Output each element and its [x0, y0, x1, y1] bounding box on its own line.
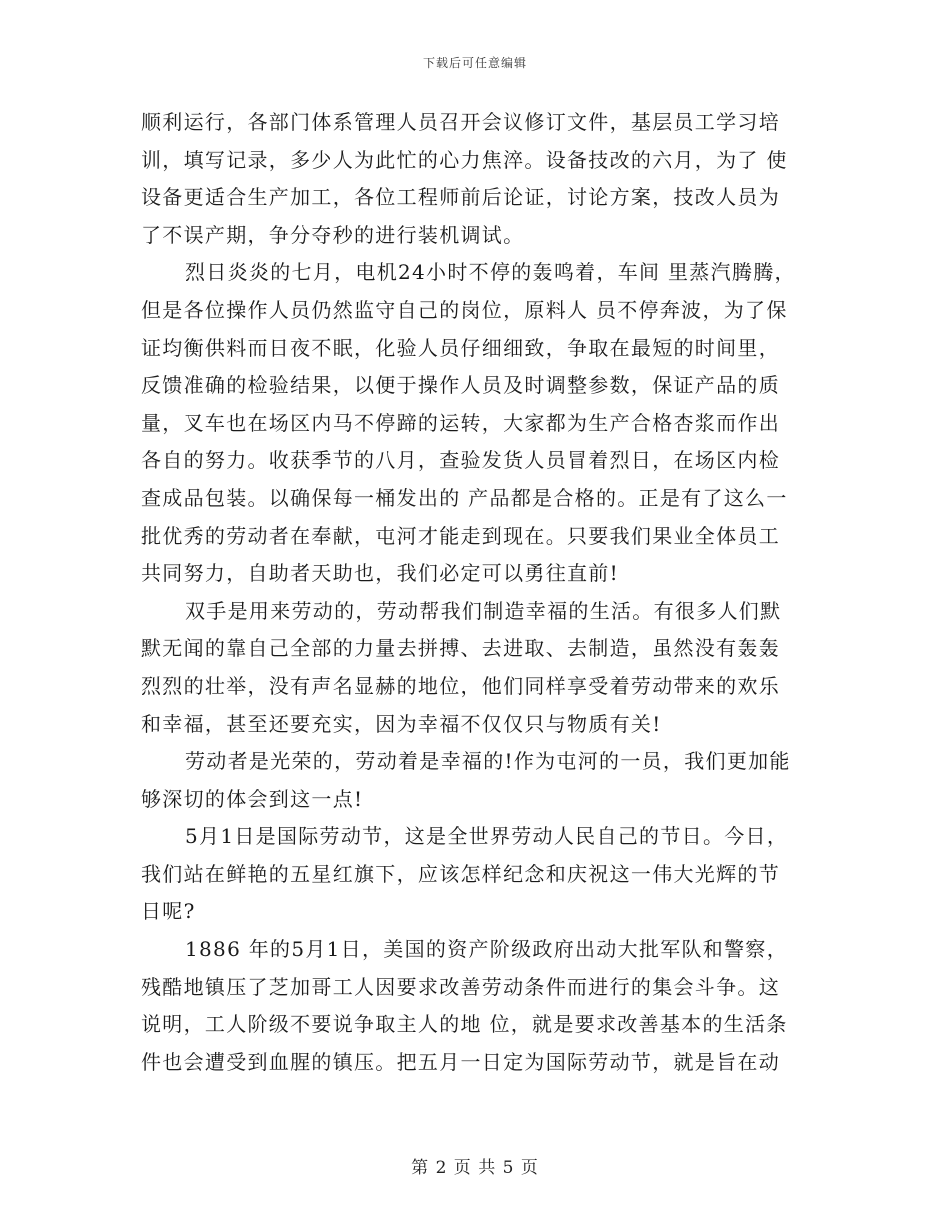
- text-line: 说明，工人阶级不要说争取主人的地 位，就是要求改善基本的生活条: [141, 1012, 788, 1037]
- paragraph-4: [141, 743, 809, 818]
- text-line: 各自的努力。收获季节的八月，查验发货人员冒着烈日，在场区内检: [141, 448, 780, 473]
- text-line: 证均衡供料而日夜不眠，化验人员仔细细致，争取在最短的时间里，: [141, 335, 780, 360]
- text-line: 我们站在鲜艳的五星红旗下，应该怎样纪念和庆祝这一伟大光辉的节: [141, 861, 780, 886]
- text-line: 量，叉车也在场区内马不停蹄的运转，大家都为生产合格杏浆而作出: [141, 410, 780, 435]
- text-line: 件也会遭受到血腥的镇压。把五月一日定为国际劳动节，就是旨在动: [141, 1049, 780, 1074]
- text-line: 反馈准确的检验结果，以便于操作人员及时调整参数，保证产品的质: [141, 373, 780, 398]
- text-line: 烈日炎炎的七月，电机24小时不停的轰鸣着，车间 里蒸汽腾腾，: [185, 260, 796, 285]
- text-line: 查成品包装。以确保每一桶发出的 产品都是合格的。正是有了这么一: [141, 485, 788, 510]
- text-line: 烈烈的壮举，没有声名显赫的地位，他们同样享受着劳动带来的欢乐: [141, 673, 780, 698]
- text-line: 5月1日是国际劳动节，这是全世界劳动人民自己的节日。今日，: [185, 824, 789, 849]
- text-line: 1886 年的5月1日，美国的资产阶级政府出动大批军队和警察，: [185, 937, 789, 962]
- text-line: 设备更适合生产加工，各位工程师前后论证，讨论方案，技改人员为: [141, 185, 780, 210]
- text-line: 默无闻的靠自己全部的力量去拼搏、去进取、去制造，虽然没有轰轰: [141, 636, 780, 661]
- text-line: 共同努力，自助者天助也，我们必定可以勇往直前!: [141, 561, 619, 586]
- document-body: [141, 104, 809, 1081]
- page-header: 下载后可任意编辑: [422, 56, 527, 70]
- text-line: 残酷地镇压了芝加哥工人因要求改善劳动条件而进行的集会斗争。这: [141, 974, 780, 999]
- text-line: 了不误产期，争分夺秒的进行装机调试。: [141, 222, 525, 247]
- text-line: 和幸福，甚至还要充实，因为幸福不仅仅只与物质有关!: [141, 711, 662, 736]
- paragraph-5: [141, 818, 809, 931]
- text-line: 批优秀的劳动者在奉献，屯河才能走到现在。只要我们果业全体员工: [141, 523, 780, 548]
- text-line: 够深切的体会到这一点!: [141, 786, 364, 811]
- text-line: 顺利运行，各部门体系管理人员召开会议修订文件，基层员工学习培: [141, 110, 780, 134]
- page-number: 第 2 页 共 5 页: [411, 1158, 539, 1178]
- text-line: 但是各位操作人员仍然监守自己的岗位，原料人 员不停奔波，为了保: [141, 297, 788, 322]
- paragraph-6: [141, 931, 809, 1081]
- text-line: 训，填写记录，多少人为此忙的心力焦淬。设备技改的六月，为了 使: [141, 147, 788, 172]
- text-line: 双手是用来劳动的，劳动帮我们制造幸福的生活。有很多人们默: [185, 598, 782, 623]
- text-line: 劳动者是光荣的，劳动着是幸福的!作为屯河的一员，我们更加能: [185, 749, 791, 774]
- text-line: 日呢?: [141, 899, 196, 924]
- paragraph-2: [141, 254, 809, 592]
- paragraph-1: [141, 104, 809, 254]
- paragraph-3: [141, 593, 809, 743]
